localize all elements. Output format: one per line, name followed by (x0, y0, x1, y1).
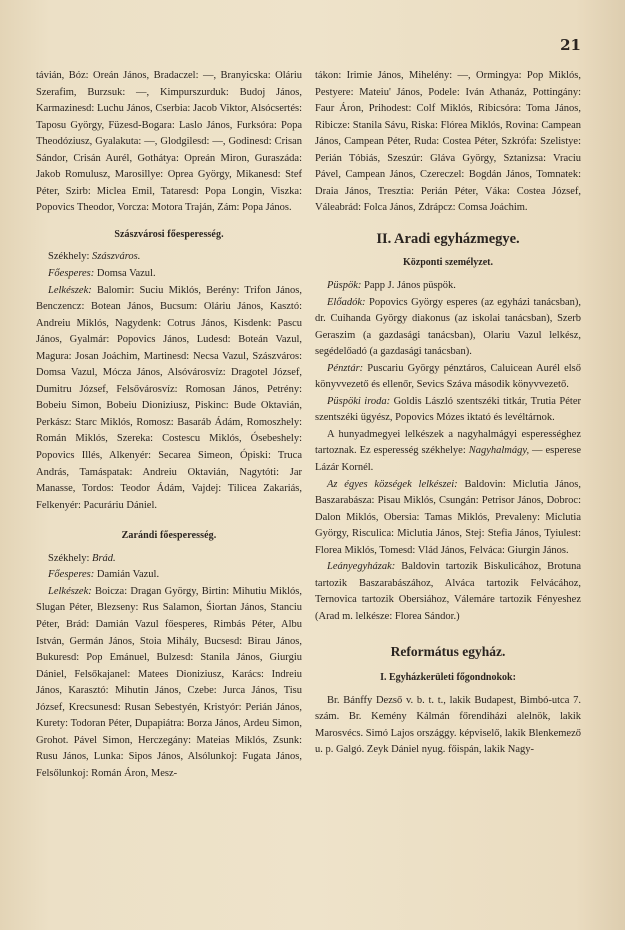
szekhely-label: Székhely: (48, 251, 90, 263)
lelkeszek-value: Boicza: Dragan György, Birtin: Mihutiu Miklós, Slugan Péter, Blezseny: Rus Salamon, Śiortan János, Stanciu Péter, Brád: Damián Vazul főesperes, Rimbás Péter, Albu István, Germán János, Stoia Mihály, Bucsesd: Birau János, Bukuresd: Pop Emánuel, Bulzesd: Stanila János, Giurgiu Dániel, Felsőkajanel: Matees Dioniziusz, Karács: Indreiu János, Karasztó: Mihutin János, Czebe: Jurca János, Tisu József, Krecsunesd: Rusan Sebestyén, Kristyór: Perián János, Kurety: Todoran Péter, Dupapiátra: Borza János, Ardeu Simon, Grohot. Pável Simon, Herczegány: Mateias Miklós, Zsunk: Rusu János, Lunka: Sipos János, Alsólunkoj: Fugata János, Felsőlunkoj: Román Áron, Mesz- (36, 585, 302, 779)
eloadok-value: Popovics György esperes (az egyházi tanácsban), dr. Cuihanda György diakonus (az iskolai tanácsban), Szerb Geraszim (a gazdasági tanácsban), Olariu Vazul lelkész, segédelőadó (a gazdasági tanácsban). (315, 296, 582, 358)
hunyad-text: A hunyadmegyei lelkészek a nagyhalmágyi esperességhez tartoznak. Ez esperesség székhelye: (315, 428, 581, 457)
right-column (315, 68, 581, 759)
lelkeszek-label: Lelkészek: (48, 284, 92, 296)
egyes-value: Baldovin: Miclutia János, Baszarabásza: Pisau Miklós, Csungán: Petrisor János, Dobroc: Dalon Miklós, Obersia: Tamas Miklós, Prevaleny: Miclutia György, Risculica: Miclutia János, Stej: Stefia János, Tyiulest: Florea Miklós, Tomesd: Vlád János, Felváca: Giurgin János. (315, 478, 582, 556)
left-column (36, 68, 302, 782)
foesperes-label: Főesperes: (48, 569, 95, 581)
reformatus-paragraph: Br. Bánffy Dezső v. b. t. t., lakik Budapest, Bimbó-utca 7. szám. Br. Kemény Kálmán főrendiházi alelnök, lakik Marosvécs. Simó Lajos országgy. képviselő, lakik Blenkemező u. p. Galgó. Zeyk Dániel nyug. főispán, lakik Nagy- (315, 694, 581, 756)
leanyegyhazak-paragraph (315, 559, 581, 625)
lelkeszek-label: Lelkészek: (48, 585, 92, 597)
eloadok-label: Előadók: (327, 296, 366, 308)
puspok-label: Püspök: (327, 280, 362, 292)
penztar-label: Pénztár: (327, 362, 364, 374)
penztar-value: Puscariu György pénztáros, Caluicean Aurél első könyvvezető és ellenőr, Sevics Száva második könyvvezető. (315, 362, 581, 391)
szaszvarosi-lelkeszek (36, 283, 302, 515)
puspoki-iroda-label: Püspöki iroda: (327, 395, 391, 407)
puspoki-iroda-value: Goldis László szentszéki titkár, Trutia Péter szentszéki ügyész, Popovics Mózes iktató és levéltárnok. (315, 395, 581, 424)
foesperes-label: Főesperes: (48, 268, 95, 280)
puspok-value: Papp J. János püspök. (364, 280, 456, 292)
eloadok-paragraph (315, 295, 581, 361)
szekhely-label: Székhely: (48, 552, 90, 564)
aradi-heading: II. Aradi egyházmegye. (376, 230, 520, 247)
foesperes-value: Damián Vazul. (96, 569, 160, 581)
puspok-paragraph (315, 278, 581, 295)
foesperes-value: Domsa Vazul. (96, 268, 156, 280)
penztar-paragraph (315, 361, 581, 394)
hunyad-paragraph (315, 427, 581, 477)
right-intro-paragraph: tákon: Irimie János, Mihelény: —, Ormingya: Pop Miklós, Pestyere: Mateiu' János, Podele: Iván Athanáz, Pottingány: Faur Áron, Prihodest: Colf Miklós, Ribicsóra: Toma János, Ribicze: Stanila Sávu, Riska: Flórea Miklós, Rovina: Campean János, Campean Péter, Ruda: Costea Péter, Szkrófa: Szelistye: Perián Tóbiás, Szeszúr: Gláva György, Sztanizsa: Vraciu Pável, Campean János, Czereczel: Bogdán János, Tomnatek: Draia János, Tresztia: Perián Péter, Váka: Costea József, Váleabrád: Folca János, Zdrápcz: Comsa Joáchim. (315, 70, 581, 214)
egyes-kozsegek-paragraph (315, 477, 581, 560)
page-number: 21 (560, 36, 581, 54)
kozponti-subheading: Központi személyzet. (403, 257, 493, 269)
egyes-label: Az égyes községek lelkészei: (327, 478, 458, 490)
leanyegyhazak-value: Baldovin tartozik Biskulicához, Brotuna tartozik Baszarabászához, Alváca tartozik Felvácához, Ternovica tartozik Obersiához, Válemáre tartozik Fényeshez (Arad m. lelkésze: Florea Sándor.) (315, 561, 582, 622)
leanyegyhazak-label: Leányegyházak: (327, 561, 396, 573)
fogondnokok-subheading: I. Egyházkerületi főgondnokok: (380, 672, 516, 684)
szekhely-value: Szászváros. (92, 251, 141, 263)
zarandi-heading: Zarándi főesperesség. (121, 530, 217, 542)
nagyhalmagy-label: Nagyhalmágy, (468, 445, 530, 457)
zarandi-foesperes (36, 567, 302, 584)
lelkeszek-value: Balomir: Suciu Miklós, Berény: Trifon János, Benczencz: Botean János, Bucsum: Oláriu János, Kasztó: Andreiu Miklós, Nagydenk: Cotrus János, Kisdenk: Pascu János, Gyalmár: Popovics János, Ludesd: Boteán Vazul, Magura: Josan Joáchim, Martinesd: Necsa Vazul, Szászváros: Domsa Vazul, Mócza János, Alsóvárosvíz: Dragotel József, Dumitru József, Felsővárosvíz: Romosan János, Petrény: Bobeiu Simon, Bobeiu Dioniziusz, Piskinc: Bude Oktavián, Perkász: Starc Miklós, Romosz: Basaráb Ádám, Romoszhely: Román Miklós, Szereka: Costescu Miklós, Ósebeshely: Popovics Illés, Alkenyér: Secarea Simeon, Ópiski: Truca András, Tamáspatak: Andreiu Oktavián, Nagytóti: Jar Manasse, Tordos: Teodor Ádám, Vajdej: Tilicea Zakariás, Felkenyér: Pacuráriu Dániel. (36, 284, 303, 511)
zarandi-lelkeszek (36, 584, 302, 783)
left-intro-paragraph: távián, Bóz: Oreán János, Bradaczel: —, Branyicska: Oláriu Szerafim, Burzsuk: —, Kimpurszurduk: Budoj János, Karmazinesd: Luchu János, Cserbia: Jacob Viktor, Alsócsertés: Taposu György, Füzesd-Bogara: Laslo János, Furksóra: Popa Theodóziusz, Gyalakuta: —, Glodgilesd: —, Godinesd: Crisan Sándor, Crisán Aurél, Gothátya: Opreán Miron, Guraszáda: Jakob Romulusz, Marosillye: Oprea György, Mikanesd: Stef Péter, Szirb: Miclea Emil, Tataresd: Popa Longin, Viszka: Popovics Theodor, Vorcza: Motora Traján, Zám: Popa János. (36, 70, 302, 214)
szaszvarosi-foesperes (36, 266, 302, 283)
szekhely-value: Brád. (92, 552, 116, 564)
puspoki-iroda-paragraph (315, 394, 581, 427)
szaszvarosi-szekhely (36, 249, 302, 266)
reformatus-heading: Református egyház. (390, 643, 506, 659)
szaszvarosi-heading: Szászvárosi főesperesség. (114, 228, 224, 240)
zarandi-szekhely (36, 551, 302, 568)
nagyhalmagy-value: — esperese Lázár Kornél. (315, 445, 582, 474)
